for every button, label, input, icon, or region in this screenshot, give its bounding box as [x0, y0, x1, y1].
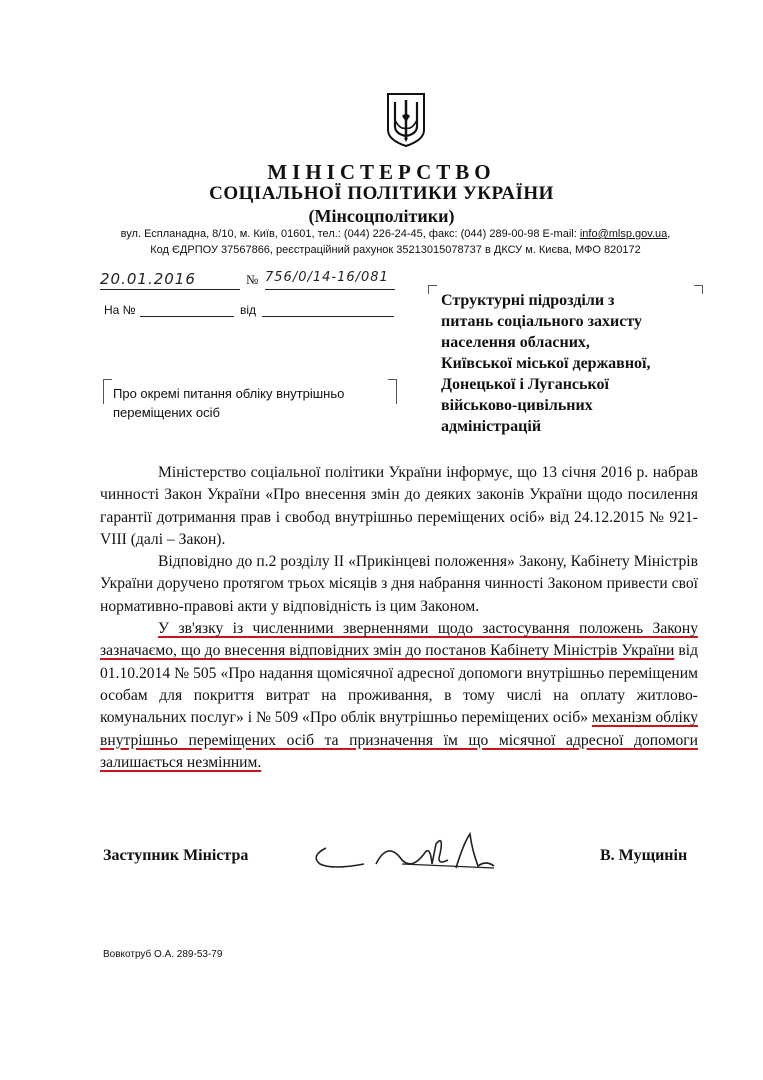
outgoing-number: 756/0/14-16/081 [265, 270, 395, 290]
address-tail: , [667, 228, 671, 240]
recipient-line: військово-цивільних [441, 397, 593, 414]
recipient-block [441, 290, 711, 437]
email-link[interactable]: info@mlsp.gov.ua [579, 228, 668, 240]
address-line [14, 228, 763, 240]
highlighted-text-a: У зв'язку із численними зверненнями щодо застосування положень Закону зазначаємо, що до внесення відповідних змін до постанов Кабінету Міністрів України [100, 620, 698, 660]
recipient-line: населення обласних, [441, 334, 590, 351]
letter-subject: Про окремі питання обліку внутрішньо переміщених осіб [113, 386, 345, 420]
recipient-line: Київської міської державної, [441, 355, 651, 372]
reply-number-blank [140, 316, 234, 317]
reply-date-label: від [240, 303, 257, 317]
ministry-short-name: (Мінсоцполітики) [308, 206, 455, 226]
ministry-name: СОЦІАЛЬНОЇ ПОЛІТИКИ УКРАЇНИ [209, 183, 554, 204]
recipient-line: Донецької і Луганської [441, 376, 609, 393]
subject-bracket-tl [103, 379, 112, 404]
outgoing-date: 20.01.2016 [100, 270, 240, 290]
signatory-title: Заступник Міністра [103, 847, 249, 864]
address-text: вул. Еспланадна, 8/10, м. Київ, 01601, тел.: (044) 226-24-45, факс: (044) 289-00-98 E-mail: [120, 228, 580, 240]
body-paragraph-3 [100, 618, 698, 774]
signatory-name: В. Мущинін [600, 847, 688, 864]
highlighted-text-c: механізм обліку внутрішньо переміщених осіб та призначення їм що місячної адресної допомоги залишається незмінним. [100, 709, 698, 771]
executor-contact: Вовкотруб О.А. 289-53-79 [103, 949, 223, 960]
handwritten-signature [306, 820, 506, 880]
recipient-line: питань соціального захисту [441, 313, 642, 330]
body-paragraph-2: Відповідно до п.2 розділу II «Прикінцеві положення» Закону, Кабінету Міністрів України доручено протягом трьох місяців з дня набрання чинності Законом привести свої нормативно-правові акти у відповідність із цим Законом. [100, 553, 698, 615]
ministry-heading: МІНІСТЕРСТВО [267, 160, 496, 184]
recipient-line: Структурні підрозділи з [441, 292, 615, 309]
reply-date-blank [262, 316, 394, 317]
letter-body [100, 462, 698, 774]
coat-of-arms-icon [384, 92, 428, 148]
recipient-bracket-tl [428, 285, 437, 294]
reply-number-label: На № [104, 303, 136, 317]
body-paragraph-1: Міністерство соціальної політики України інформує, що 13 січня 2016 р. набрав чинності Закон України «Про внесення змін до деяких законів України щодо посилення гарантії дотримання прав і свобод внутрішньо переміщених осіб» від 24.12.2015 № 921- VIII (далі – Закон). [100, 464, 698, 548]
recipient-line: адміністрацій [441, 418, 542, 435]
registry-code-line: Код ЄДРПОУ 37567866, реєстраційний рахунок 35213015078737 в ДКСУ м. Києва, МФО 820172 [150, 244, 641, 256]
number-label: № [246, 272, 259, 287]
body-text-b: від 01.10.2014 № 505 «Про надання щомісячної адресної допомоги внутрішньо переміщеним особам для покриття витрат на проживання, в тому числі на оплату житлово-комунальних послуг» і № 509 «Про облік внутрішньо переміщених осіб» [100, 642, 699, 727]
